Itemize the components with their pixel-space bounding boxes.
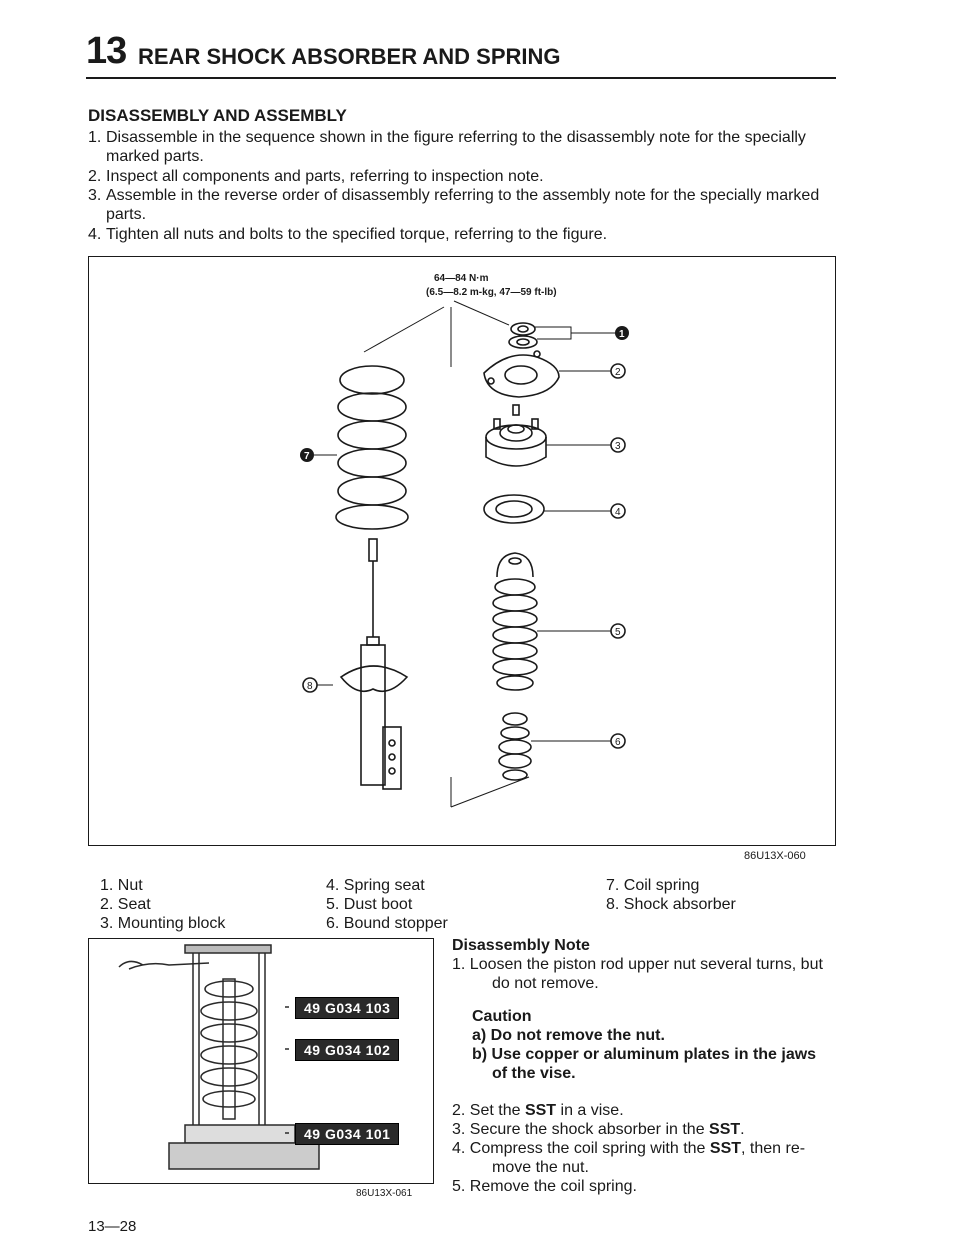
caution-block bbox=[452, 1007, 842, 1083]
step-2 bbox=[88, 167, 848, 186]
note-heading: Disassembly Note bbox=[452, 937, 590, 954]
step-text: Tighten all nuts and bolts to the specified torque, referring to the figure. bbox=[106, 226, 608, 243]
legend-col-2 bbox=[326, 876, 448, 933]
step-3 bbox=[88, 186, 848, 224]
note-item-4 bbox=[452, 1139, 842, 1177]
figure2-code: 86U13X-061 bbox=[356, 1188, 413, 1199]
legend-item: 7. Coil spring bbox=[606, 877, 700, 894]
disassembly-note bbox=[452, 936, 842, 1196]
page-title: REAR SHOCK ABSORBER AND SPRING bbox=[138, 44, 561, 69]
sst-tag-102: 49 G034 102 bbox=[295, 1039, 399, 1061]
legend-col-3 bbox=[606, 876, 736, 914]
legend-item: 1. Nut bbox=[100, 877, 143, 894]
header-rule bbox=[86, 77, 836, 79]
note-text: 3. Secure the shock absorber in the bbox=[452, 1121, 710, 1138]
exploded-view-drawing bbox=[89, 257, 835, 845]
step-4 bbox=[88, 225, 848, 244]
note-text: do not remove. bbox=[492, 975, 599, 992]
sst-drawing bbox=[89, 939, 433, 1183]
note-item-5: 5. Remove the coil spring. bbox=[452, 1178, 637, 1195]
legend-item: 3. Mounting block bbox=[100, 915, 226, 932]
caution-b-cont: of the vise. bbox=[492, 1065, 576, 1082]
legend-item: 6. Bound stopper bbox=[326, 915, 448, 932]
exploded-view-figure bbox=[88, 256, 836, 846]
torque-label-imperial: (6.5—8.2 m-kg, 47—59 ft-lb) bbox=[426, 287, 557, 298]
caution-a: a) Do not remove the nut. bbox=[472, 1027, 665, 1044]
note-item-1 bbox=[452, 955, 842, 993]
legend-item: 2. Seat bbox=[100, 896, 151, 913]
step-text: Disassemble in the sequence shown in the figure referring to the disassembly note for the specially bbox=[106, 129, 806, 146]
step-number: 3. bbox=[88, 187, 102, 204]
legend-item: 4. Spring seat bbox=[326, 877, 425, 894]
callout-2: 2 bbox=[615, 367, 621, 378]
sst-term: SST bbox=[524, 1102, 557, 1119]
page-number: 13—28 bbox=[88, 1218, 137, 1235]
legend-item: 5. Dust boot bbox=[326, 896, 413, 913]
torque-label-nm: 64—84 N·m bbox=[434, 273, 489, 284]
step-number: 1. bbox=[88, 129, 102, 146]
note-item-2 bbox=[452, 1101, 842, 1120]
callout-6: 6 bbox=[615, 737, 621, 748]
section-heading: DISASSEMBLY AND ASSEMBLY bbox=[88, 106, 347, 125]
callout-8: 8 bbox=[307, 681, 313, 692]
note-text: move the nut. bbox=[492, 1159, 589, 1176]
note-text: . bbox=[740, 1121, 745, 1138]
callout-1: 1 bbox=[619, 329, 625, 340]
step-text: Inspect all components and parts, referring to inspection note. bbox=[106, 168, 544, 185]
sst-figure bbox=[88, 938, 434, 1184]
section-number: 13 bbox=[86, 30, 127, 72]
legend-col-1 bbox=[100, 876, 225, 933]
step-1 bbox=[88, 128, 848, 166]
note-text: , then re- bbox=[741, 1140, 806, 1157]
callout-5: 5 bbox=[615, 627, 621, 638]
sst-tag-103: 49 G034 103 bbox=[295, 997, 399, 1019]
note-text: in a vise. bbox=[556, 1102, 624, 1119]
note-text: 2. Set the bbox=[452, 1102, 525, 1119]
sst-term: SST bbox=[709, 1140, 742, 1157]
caution-b: b) Use copper or aluminum plates in the jaws bbox=[472, 1046, 817, 1063]
step-text-cont: marked parts. bbox=[106, 148, 204, 165]
note-text: 4. Compress the coil spring with the bbox=[452, 1140, 710, 1157]
sst-term: SST bbox=[709, 1121, 741, 1138]
sst-tag-101: 49 G034 101 bbox=[295, 1123, 399, 1145]
step-text-cont: parts. bbox=[106, 206, 147, 223]
callout-4: 4 bbox=[615, 507, 621, 518]
callout-3: 3 bbox=[615, 441, 621, 452]
step-number: 4. bbox=[88, 226, 102, 243]
note-text: 1. Loosen the piston rod upper nut several turns, but bbox=[452, 956, 823, 973]
callout-7: 7 bbox=[304, 451, 310, 462]
legend-item: 8. Shock absorber bbox=[606, 896, 736, 913]
note-item-3 bbox=[452, 1120, 842, 1139]
figure1-code: 86U13X-060 bbox=[744, 850, 806, 862]
step-number: 2. bbox=[88, 168, 102, 185]
step-text: Assemble in the reverse order of disassembly referring to the assembly note for the specially marked bbox=[106, 187, 820, 204]
caution-title: Caution bbox=[472, 1008, 532, 1025]
